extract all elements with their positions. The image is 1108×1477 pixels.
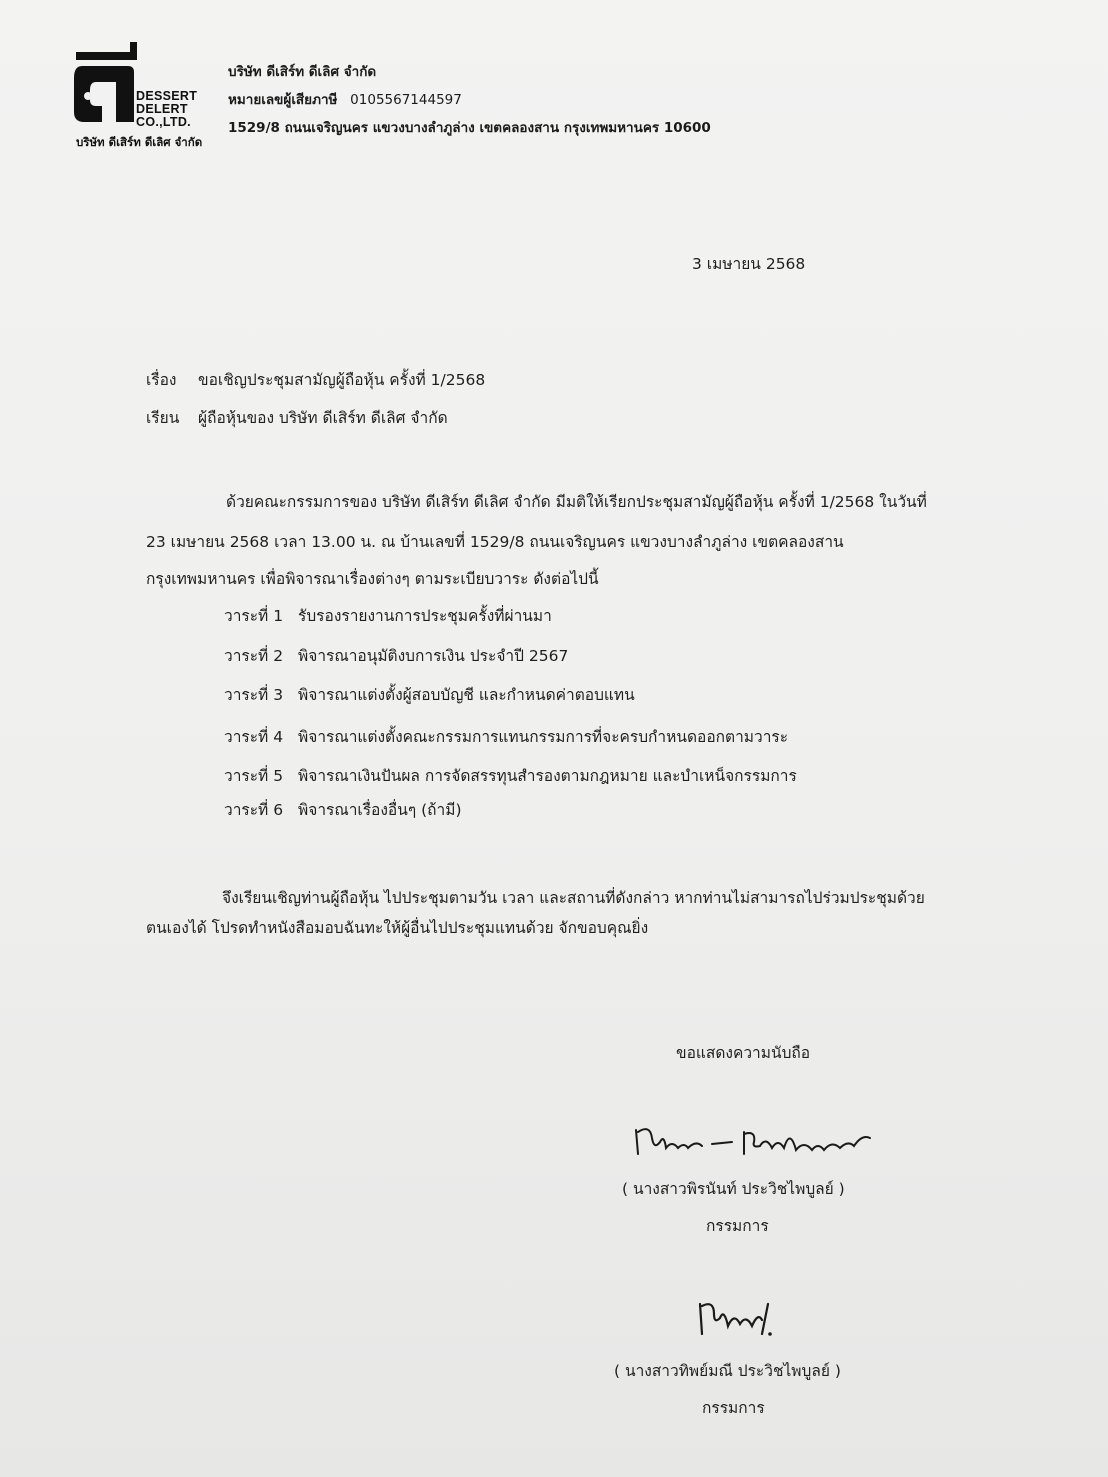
intro-line-1: ด้วยคณะกรรมการของ บริษัท ดีเสิร์ท ดีเลิศ จำกัด มีมติให้เรียกประชุมสามัญผู้ถือหุ้น ครั้งที่ 1/2568 ในวันที่ — [226, 493, 927, 511]
agenda-item — [224, 797, 462, 822]
agenda-text: พิจารณาเรื่องอื่นๆ (ถ้ามี) — [298, 801, 462, 819]
signatory-2-title: กรรมการ — [702, 1399, 765, 1417]
agenda-text: พิจารณาเงินปันผล การจัดสรรทุนสำรองตามกฎหมาย และบำเหน็จกรรมการ — [298, 767, 797, 785]
signatory-1-title: กรรมการ — [706, 1217, 769, 1235]
agenda-label: วาระที่ 3 — [224, 686, 284, 704]
agenda-item — [224, 682, 635, 707]
agenda-label: วาระที่ 2 — [224, 647, 284, 665]
agenda-text: พิจารณาแต่งตั้งผู้สอบบัญชี และกำหนดค่าตอบแทน — [298, 686, 635, 704]
closing-line-2: ตนเองได้ โปรดทำหนังสือมอบฉันทะให้ผู้อื่นไปประชุมแทนด้วย จักขอบคุณยิ่ง — [146, 919, 649, 937]
regards-text: ขอแสดงความนับถือ — [676, 1044, 811, 1062]
logo-english-text — [136, 90, 197, 129]
company-logo — [70, 38, 215, 150]
logo-thai-text: บริษัท ดีเสิร์ท ดีเลิศ จำกัด — [76, 135, 203, 149]
agenda-label: วาระที่ 1 — [224, 607, 284, 625]
agenda-label: วาระที่ 5 — [224, 767, 284, 785]
agenda-label: วาระที่ 4 — [224, 728, 284, 746]
agenda-item — [224, 724, 788, 749]
agenda-item — [224, 603, 552, 628]
logo-line: CO.,LTD. — [136, 115, 191, 129]
logo-line: DELERT — [136, 102, 188, 116]
company-name: บริษัท ดีเสิร์ท ดีเลิศ จำกัด — [228, 64, 377, 80]
agenda-text: รับรองรายงานการประชุมครั้งที่ผ่านมา — [298, 607, 552, 625]
agenda-item — [224, 643, 568, 668]
recipient-label: เรียน — [146, 409, 180, 427]
agenda-text: พิจารณาอนุมัติงบการเงิน ประจำปี 2567 — [298, 647, 569, 665]
logo-line: DESSERT — [136, 89, 198, 103]
agenda-item — [224, 763, 797, 788]
signature-2-image — [692, 1294, 782, 1342]
tax-id-value: 0105567144597 — [350, 92, 462, 108]
agenda-label: วาระที่ 6 — [224, 801, 284, 819]
letter-date: 3 เมษายน 2568 — [692, 255, 806, 273]
company-address: 1529/8 ถนนเจริญนคร แขวงบางลำภูล่าง เขตคลองสาน กรุงเทพมหานคร 10600 — [228, 120, 711, 136]
intro-line-3: กรุงเทพมหานคร เพื่อพิจารณาเรื่องต่างๆ ตามระเบียบวาระ ดังต่อไปนี้ — [146, 570, 599, 588]
signatory-2-name: ( นางสาวทิพย์มณี ประวิชไพบูลย์ ) — [614, 1362, 841, 1380]
subject-label: เรื่อง — [146, 371, 177, 389]
recipient-text: ผู้ถือหุ้นของ บริษัท ดีเสิร์ท ดีเลิศ จำกัด — [198, 409, 448, 427]
tax-id-label: หมายเลขผู้เสียภาษี — [228, 92, 338, 108]
logo-mark — [70, 38, 140, 132]
signature-1-image — [626, 1118, 876, 1166]
tax-id-line — [228, 88, 462, 110]
agenda-text: พิจารณาแต่งตั้งคณะกรรมการแทนกรรมการที่จะครบกำหนดออกตามวาระ — [298, 728, 789, 746]
signatory-1-name: ( นางสาวพิรนันท์ ประวิชไพบูลย์ ) — [622, 1180, 845, 1198]
closing-line-1: จึงเรียนเชิญท่านผู้ถือหุ้น ไปประชุมตามวัน เวลา และสถานที่ดังกล่าว หากท่านไม่สามารถไปร่วมประชุมด้วย — [222, 889, 925, 907]
subject-text: ขอเชิญประชุมสามัญผู้ถือหุ้น ครั้งที่ 1/2568 — [198, 371, 486, 389]
intro-line-2: 23 เมษายน 2568 เวลา 13.00 น. ณ บ้านเลขที่ 1529/8 ถนนเจริญนคร แขวงบางลำภูล่าง เขตคลองสาน — [146, 533, 844, 551]
